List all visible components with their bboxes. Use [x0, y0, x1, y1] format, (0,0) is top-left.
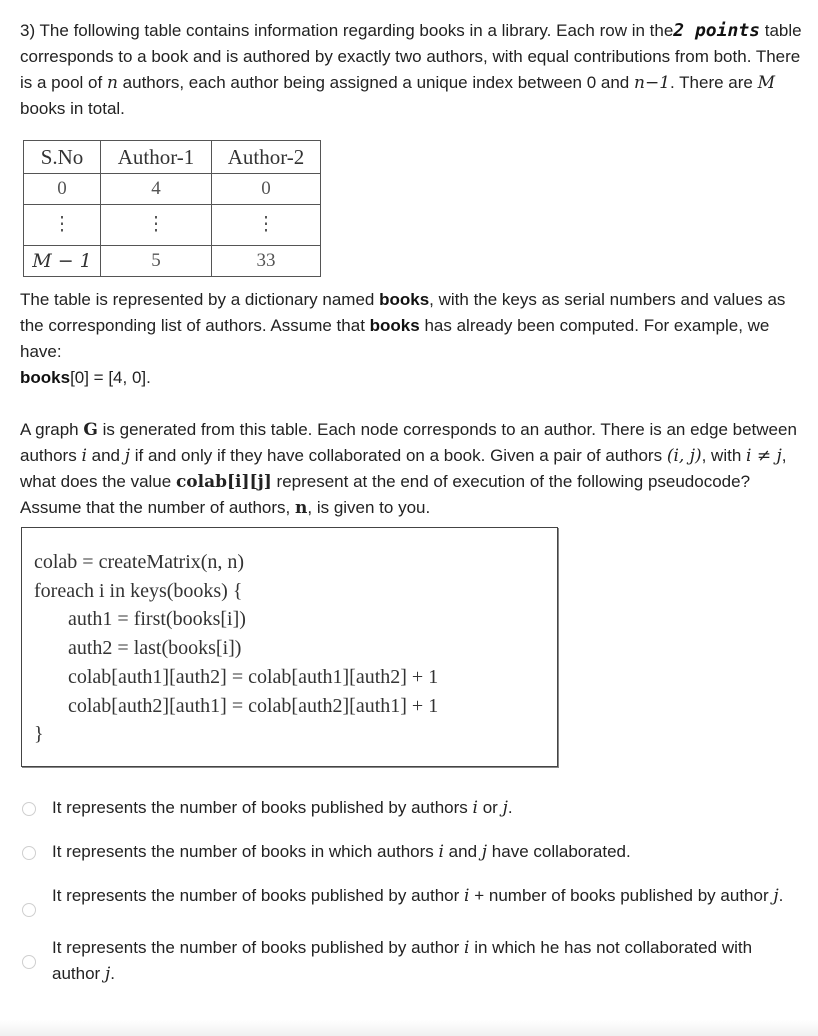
option-label	[52, 883, 802, 909]
var-n: n	[106, 73, 118, 93]
graph-g7: , is given to you.	[307, 498, 431, 517]
graph-g4: , with	[701, 446, 742, 465]
option-text: or	[482, 798, 498, 817]
table-cell: 33	[212, 246, 321, 277]
graph-g5: , what does the value	[20, 446, 787, 491]
books-table	[23, 140, 321, 277]
option-label	[52, 795, 802, 821]
books-keyword: books	[369, 316, 420, 335]
table-header-row	[24, 141, 321, 174]
code-line: }	[34, 723, 44, 746]
var-i: i	[81, 446, 87, 466]
desc-p1a: The table is represented by a dictionary named	[20, 290, 375, 309]
graph-and: and	[91, 446, 120, 465]
graph-text	[20, 417, 802, 521]
var-M: M	[757, 73, 776, 93]
points-label: 2 points	[673, 20, 760, 41]
option-3[interactable]	[20, 883, 802, 917]
option-text: .	[110, 964, 115, 983]
header-author1: Author-1	[101, 141, 212, 174]
table-cell: 5	[101, 246, 212, 277]
table-row	[24, 205, 321, 246]
option-text: + number of books published by author	[474, 886, 769, 905]
header-sno: S.No	[24, 141, 101, 174]
table-cell: 0	[212, 174, 321, 205]
graph-g2: is generated from this table. Each node corresponds to an author. There is an edge between authors	[20, 420, 797, 465]
table-cell: ⋮	[212, 205, 321, 246]
desc-p1c: has already been computed. For example, we have:	[20, 316, 770, 361]
description-text	[20, 287, 802, 391]
var-i: i	[464, 938, 470, 958]
example-value: [0] = [4, 0].	[70, 368, 151, 387]
pseudocode-box	[21, 527, 558, 767]
option-1[interactable]	[20, 795, 802, 821]
option-text: have collaborated.	[491, 842, 631, 861]
graph-g1: A graph	[20, 420, 79, 439]
bottom-fade	[0, 1020, 818, 1036]
var-colab: colab[i][j]	[175, 472, 272, 492]
var-j: j	[502, 798, 508, 818]
option-text: in which he has not collaborated with author	[52, 938, 753, 983]
question-text	[20, 18, 802, 122]
table-cell: 0	[24, 174, 101, 205]
option-text: It represents the number of books published by author	[52, 938, 460, 957]
option-text: .	[778, 886, 784, 905]
var-n-minus-1: n−1	[634, 73, 671, 93]
table-row	[24, 246, 321, 277]
option-4[interactable]	[20, 935, 802, 987]
var-G: G	[83, 420, 98, 440]
var-n-bold: n	[295, 498, 308, 518]
radio-button[interactable]	[22, 802, 36, 816]
question-intro: The following table contains information regarding books in a library. Each row in the	[39, 21, 674, 40]
var-neq: i ≠ j	[746, 446, 782, 466]
question-intro-cont: table corresponds to a book and is authored by exactly two authors, with equal contributions from both. There is a pool of	[20, 21, 802, 92]
radio-button[interactable]	[22, 903, 36, 917]
graph-g6: represent at the end of execution of the following pseudocode? Assume that the number of authors,	[20, 472, 751, 517]
var-i: i	[438, 842, 444, 862]
var-i: i	[472, 798, 478, 818]
var-j: j	[481, 842, 488, 862]
header-author2: Author-2	[212, 141, 321, 174]
code-line: auth2 = last(books[i])	[68, 637, 242, 660]
table-cell: M − 1	[24, 246, 101, 277]
var-j: j	[104, 964, 111, 984]
table-cell: ⋮	[101, 205, 212, 246]
radio-button[interactable]	[22, 846, 36, 860]
option-text: .	[507, 798, 513, 817]
code-line: colab = createMatrix(n, n)	[34, 551, 245, 573]
code-line: auth1 = first(books[i])	[68, 608, 246, 631]
radio-button[interactable]	[22, 955, 36, 969]
question-intro-cont4: books in total.	[20, 99, 125, 118]
question-number: 3)	[20, 21, 36, 40]
answer-options	[20, 795, 802, 987]
table-cell: ⋮	[24, 205, 101, 246]
option-text: It represents the number of books in which authors	[52, 842, 434, 861]
option-2[interactable]	[20, 839, 802, 865]
var-j: j	[773, 886, 779, 906]
option-text: and	[448, 842, 478, 861]
option-text: It represents the number of books published by author	[52, 886, 460, 905]
var-pair: (i, j)	[666, 446, 702, 466]
desc-p1b: , with the keys as serial numbers and values as the corresponding list of authors. Assume that	[20, 290, 786, 335]
table-cell: 4	[101, 174, 212, 205]
var-i: i	[464, 886, 470, 906]
option-text: It represents the number of books published by authors	[52, 798, 468, 817]
code-line: colab[auth2][auth1] = colab[auth2][auth1] + 1	[68, 694, 439, 717]
table-row	[24, 174, 321, 205]
var-j: j	[124, 446, 130, 466]
option-label	[52, 935, 802, 987]
code-line: colab[auth1][auth2] = colab[auth1][auth2] + 1	[68, 665, 439, 688]
question-intro-cont2: authors, each author being assigned a unique index between 0 and	[122, 73, 630, 92]
code-line: foreach i in keys(books) {	[34, 579, 243, 602]
option-label	[52, 839, 802, 865]
question-container	[20, 18, 802, 987]
example-key: books	[20, 368, 71, 387]
question-intro-cont3: . There are	[670, 73, 753, 92]
graph-g3: if and only if they have collaborated on a book. Given a pair of authors	[134, 446, 663, 465]
books-keyword: books	[379, 290, 430, 309]
